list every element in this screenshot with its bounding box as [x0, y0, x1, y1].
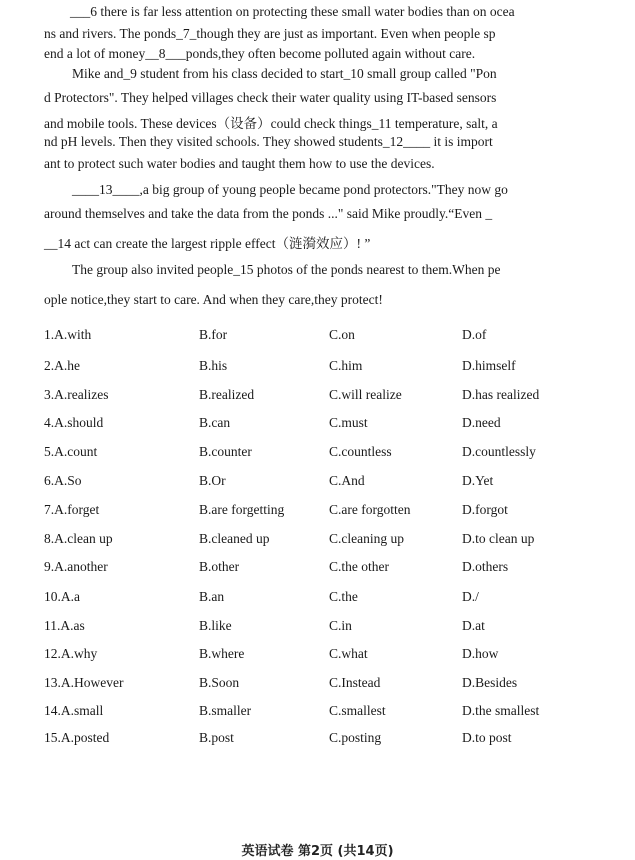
- passage-line: ant to protect such water bodies and taught them how to use the devices.: [44, 156, 435, 171]
- option-choice: D.the smallest: [462, 703, 540, 718]
- option-choice: D.forgot: [462, 502, 508, 517]
- option-choice: 2.A.he: [44, 358, 80, 373]
- passage-line: ns and rivers. The ponds_7_though they are just as important. Even when people sp: [44, 26, 496, 41]
- option-choice: B.other: [199, 559, 240, 574]
- option-choice: 10.A.a: [44, 589, 80, 604]
- option-choice: 6.A.So: [44, 473, 82, 488]
- passage-line: __14 act can create the largest ripple effect（涟漪效应）! ”: [44, 236, 371, 251]
- option-choice: D.how: [462, 646, 499, 661]
- option-choice: B.post: [199, 730, 234, 745]
- option-choice: D.himself: [462, 358, 516, 373]
- option-choice: B.cleaned up: [199, 531, 270, 546]
- option-choice: C.in: [329, 618, 352, 633]
- option-choice: D./: [462, 589, 479, 604]
- option-choice: 4.A.should: [44, 415, 104, 430]
- option-choice: 3.A.realizes: [44, 387, 109, 402]
- passage-line: ople notice,they start to care. And when they care,they protect!: [44, 292, 383, 307]
- passage-line: end a lot of money__8___ponds,they often become polluted again without care.: [44, 46, 476, 61]
- passage-line: Mike and_9 student from his class decided to start_10 small group called "Pon: [72, 66, 497, 81]
- option-choice: D.to clean up: [462, 531, 535, 546]
- option-choice: C.him: [329, 358, 363, 373]
- option-choice: D.Yet: [462, 473, 494, 488]
- option-choice: D.has realized: [462, 387, 540, 402]
- passage-line: and mobile tools. These devices（设备）could check things_11 temperature, salt, a: [44, 116, 498, 131]
- option-choice: C.must: [329, 415, 368, 430]
- option-choice: D.at: [462, 618, 485, 633]
- passage-line: ____13____,a big group of young people became pond protectors."They now go: [72, 182, 508, 197]
- option-choice: B.for: [199, 327, 228, 342]
- option-choice: D.others: [462, 559, 509, 574]
- page-footer: 英语试卷 第2页 (共14页): [241, 844, 394, 859]
- option-choice: B.can: [199, 415, 231, 430]
- option-choice: 8.A.clean up: [44, 531, 113, 546]
- option-choice: C.Instead: [329, 675, 381, 690]
- option-choice: B.an: [199, 589, 225, 604]
- option-choice: D.of: [462, 327, 487, 342]
- option-choice: C.will realize: [329, 387, 402, 402]
- option-choice: 11.A.as: [44, 618, 85, 633]
- option-choice: B.are forgetting: [199, 502, 285, 517]
- passage-line: ___6 there is far less attention on protecting these small water bodies than on ocea: [70, 4, 515, 19]
- option-choice: 1.A.with: [44, 327, 92, 342]
- option-choice: 7.A.forget: [44, 502, 100, 517]
- option-choice: B.like: [199, 618, 232, 633]
- option-choice: C.And: [329, 473, 365, 488]
- option-choice: 13.A.However: [44, 675, 124, 690]
- option-choice: B.Soon: [199, 675, 240, 690]
- option-choice: C.on: [329, 327, 355, 342]
- option-choice: B.counter: [199, 444, 252, 459]
- option-choice: B.Or: [199, 473, 226, 488]
- option-choice: C.countless: [329, 444, 392, 459]
- option-choice: C.the: [329, 589, 358, 604]
- passage-line: The group also invited people_15 photos of the ponds nearest to them.When pe: [72, 262, 501, 277]
- option-choice: C.posting: [329, 730, 382, 745]
- option-choice: B.smaller: [199, 703, 252, 718]
- option-choice: C.the other: [329, 559, 389, 574]
- option-choice: 12.A.why: [44, 646, 98, 661]
- option-choice: B.his: [199, 358, 228, 373]
- option-choice: 14.A.small: [44, 703, 104, 718]
- option-choice: C.smallest: [329, 703, 386, 718]
- option-choice: D.Besides: [462, 675, 518, 690]
- option-choice: 9.A.another: [44, 559, 108, 574]
- option-choice: D.need: [462, 415, 501, 430]
- passage-line: d Protectors". They helped villages check their water quality using IT-based sensors: [44, 90, 497, 105]
- option-choice: B.realized: [199, 387, 255, 402]
- option-choice: C.what: [329, 646, 368, 661]
- option-choice: D.to post: [462, 730, 512, 745]
- passage-line: nd pH levels. Then they visited schools. They showed students_12____ it is import: [44, 134, 493, 149]
- option-choice: D.countlessly: [462, 444, 536, 459]
- option-choice: C.cleaning up: [329, 531, 404, 546]
- option-choice: 15.A.posted: [44, 730, 110, 745]
- option-choice: 5.A.count: [44, 444, 98, 459]
- option-choice: C.are forgotten: [329, 502, 411, 517]
- passage-line: around themselves and take the data from the ponds ..." said Mike proudly.“Even _: [44, 206, 493, 221]
- option-choice: B.where: [199, 646, 245, 661]
